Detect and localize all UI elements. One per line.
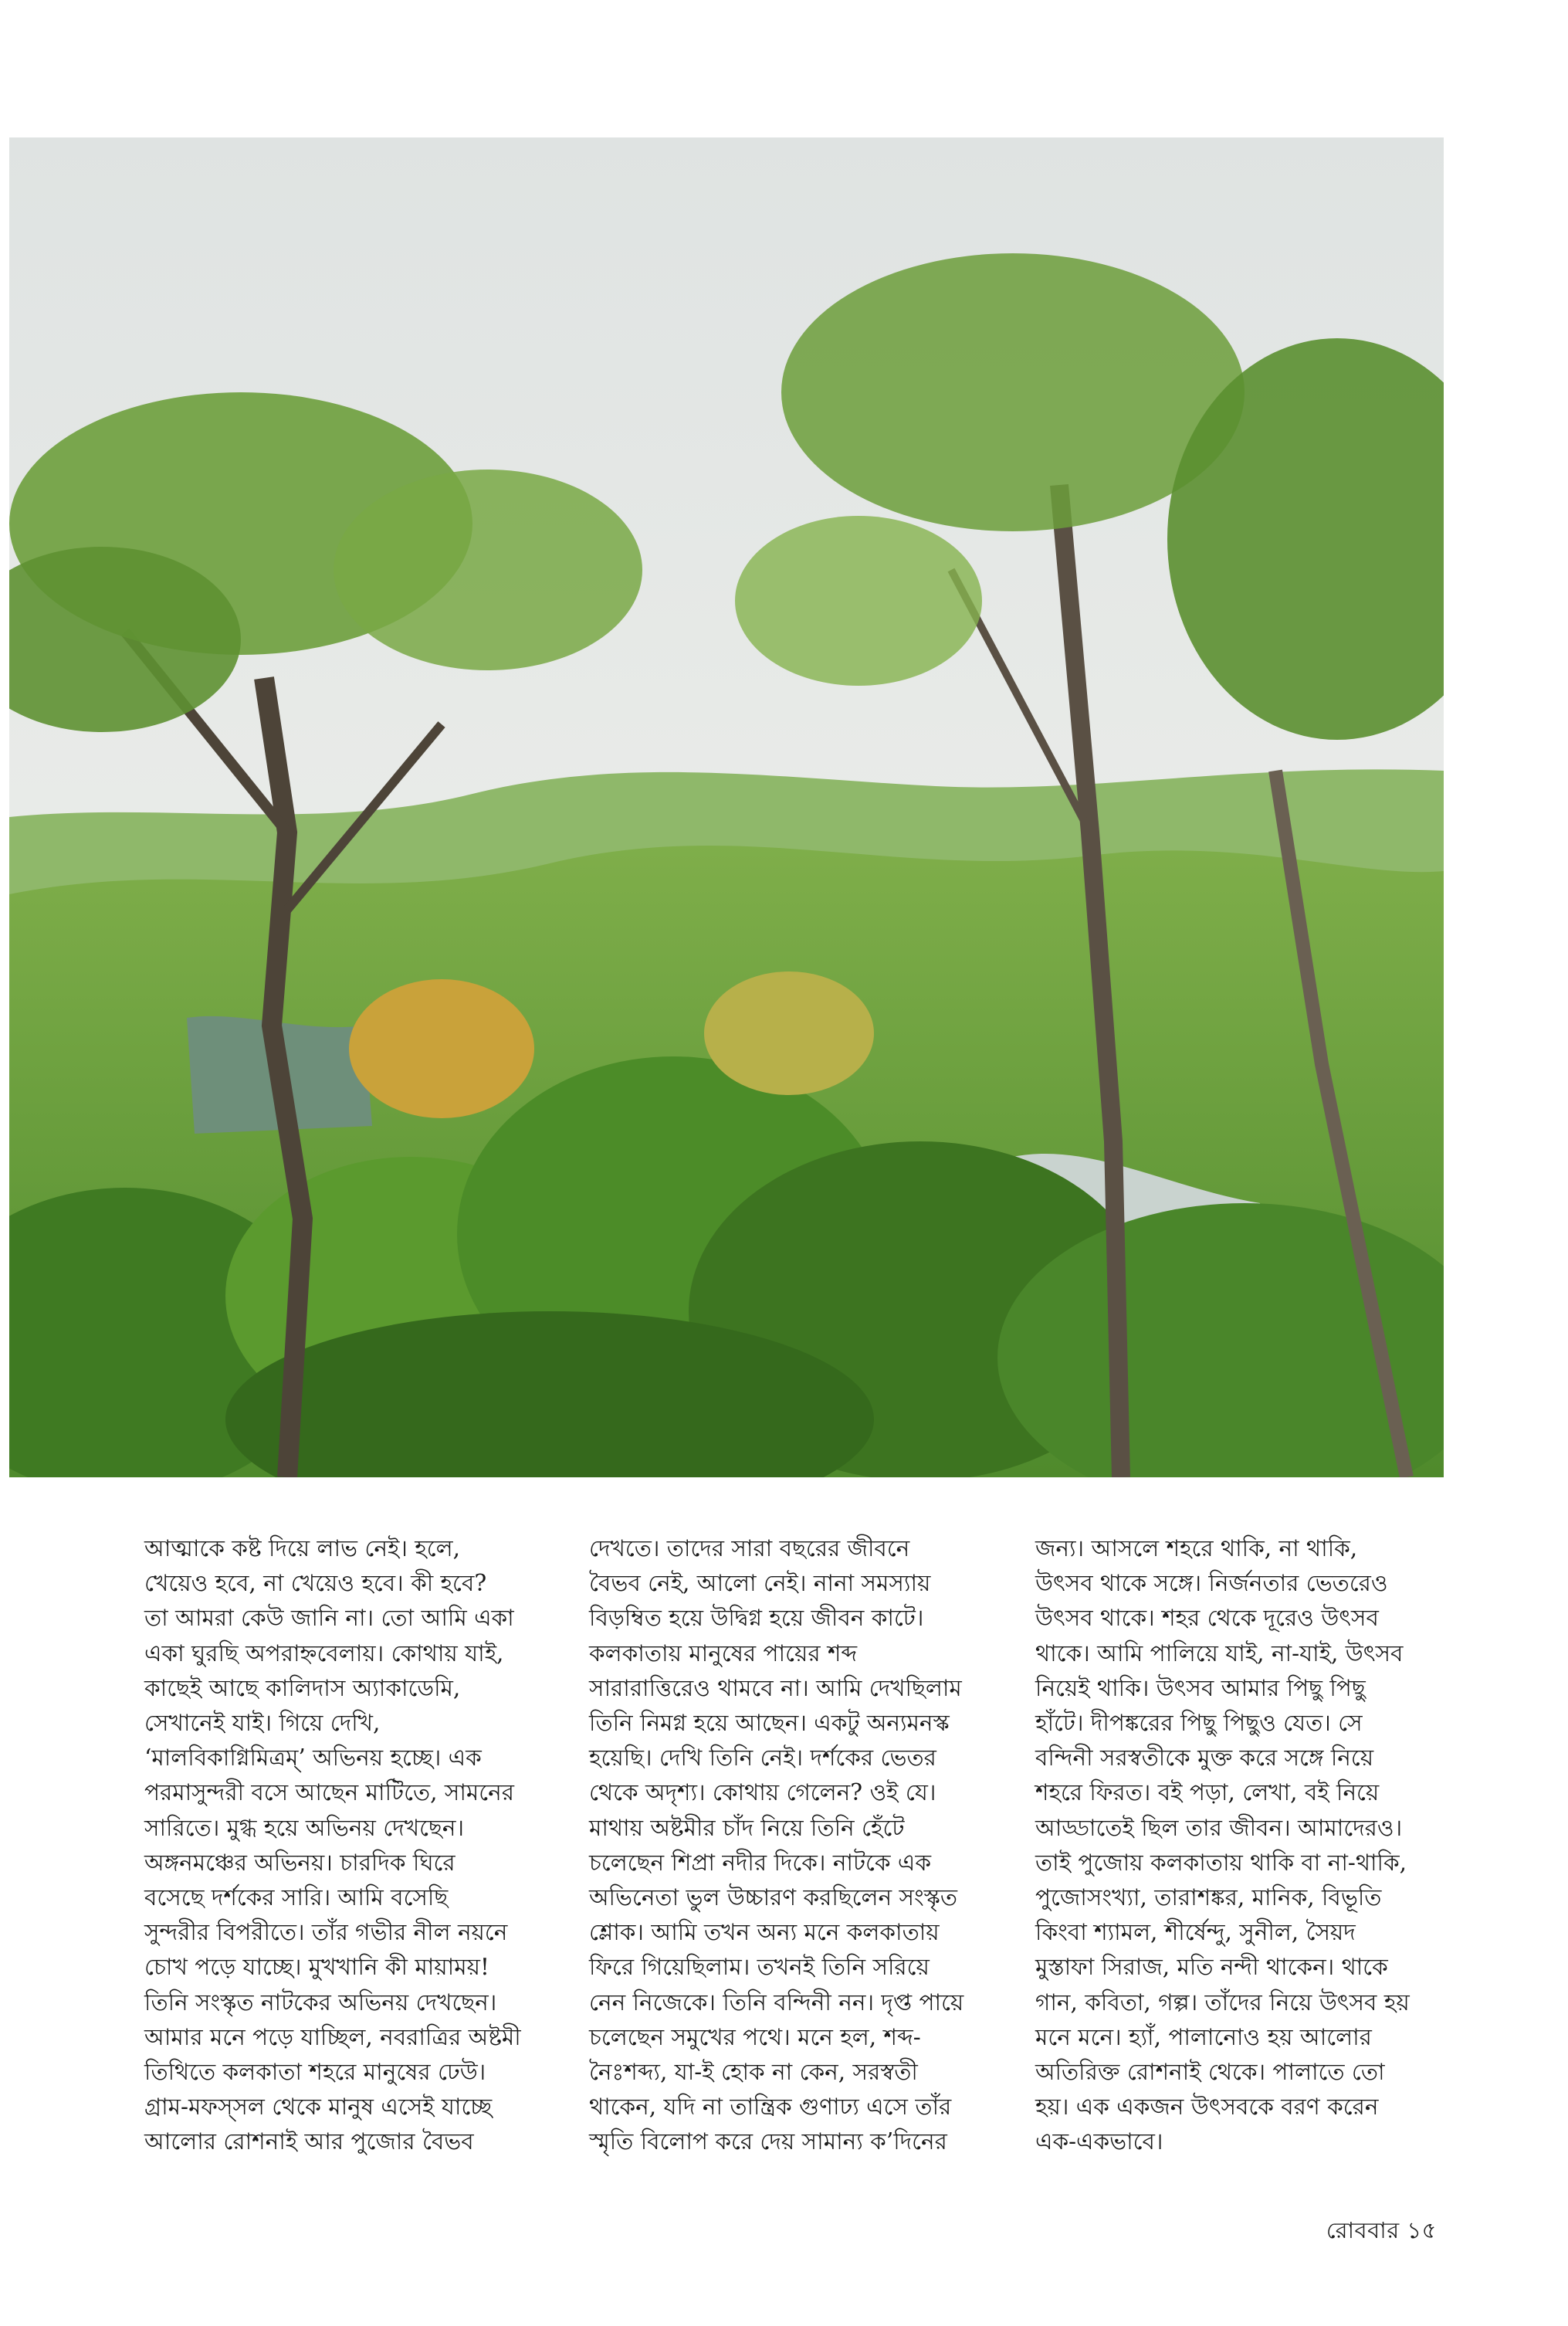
text-column-3 <box>1035 1531 1468 2160</box>
text-line: ফিরে গিয়েছিলাম। তখনই তিনি সরিয়ে <box>589 1954 930 1981</box>
text-line: শহরে ফিরত। বই পড়া, লেখা, বই নিয়ে <box>1035 1779 1380 1806</box>
text-line: মুস্তাফা সিরাজ, মতি নন্দী থাকেন। থাকে <box>1035 1954 1388 1981</box>
text-line: তা আমরা কেউ জানি না। তো আমি একা <box>144 1605 514 1632</box>
text-line: নৈঃশব্দ্য, যা-ই হোক না কেন, সরস্বতী <box>589 2059 918 2086</box>
text-line: আড্ডাতেই ছিল তার জীবন। আমাদেরও। <box>1035 1814 1403 1841</box>
text-line: সুন্দরীর বিপরীতে। তাঁর গভীর নীল নয়নে <box>144 1919 508 1946</box>
text-line: তিথিতে কলকাতা শহরে মানুষের ঢেউ। <box>144 2059 486 2086</box>
text-line: সারারাত্তিরেও থামবে না। আমি দেখছিলাম <box>589 1674 962 1701</box>
text-line: পুজোসংখ্যা, তারাশঙ্কর, মানিক, বিভূতি <box>1035 1884 1382 1911</box>
text-line: চলেছেন সমুখের পথে। মনে হল, শব্দ- <box>589 2023 921 2050</box>
text-line: চোখ পড়ে যাচ্ছে। মুখখানি কী মায়াময়! <box>144 1954 489 1981</box>
text-line: আমার মনে পড়ে যাচ্ছিল, নবরাত্রির অষ্টমী <box>144 2023 521 2050</box>
text-line: দেখতে। তাদের সারা বছরের জীবনে <box>589 1535 910 1561</box>
text-line: বসেছে দর্শকের সারি। আমি বসেছি <box>144 1884 449 1911</box>
landscape-photo <box>9 137 1444 1477</box>
text-line: স্মৃতি বিলোপ করে দেয় সামান্য ক’দিনের <box>589 2128 947 2155</box>
text-line: সারিতে। মুগ্ধ হয়ে অভিনয় দেখছেন। <box>144 1814 464 1841</box>
text-line: পরমাসুন্দরী বসে আছেন মাটিতে, সামনের <box>144 1779 514 1806</box>
text-line: তিনি নিমগ্ন হয়ে আছেন। একটু অন্যমনস্ক <box>589 1710 950 1737</box>
text-line: নিয়েই থাকি। উৎসব আমার পিছু পিছু <box>1035 1674 1366 1701</box>
text-line: একা ঘুরছি অপরাহ্নবেলায়। কোথায় যাই, <box>144 1639 504 1667</box>
text-line: হয়। এক একজন উৎসবকে বরণ করেন <box>1035 2094 1379 2121</box>
text-line: জন্য। আসলে শহরে থাকি, না থাকি, <box>1035 1535 1358 1561</box>
text-line: থাকে। আমি পালিয়ে যাই, না-যাই, উৎসব <box>1035 1639 1404 1667</box>
text-line: অঙ্গনমঞ্চের অভিনয়। চারদিক ঘিরে <box>144 1849 455 1876</box>
text-line: আত্মাকে কষ্ট দিয়ে লাভ নেই। হলে, <box>144 1535 460 1561</box>
text-line: বৈভব নেই, আলো নেই। নানা সমস্যায় <box>589 1570 931 1597</box>
text-line: সেখানেই যাই। গিয়ে দেখি, <box>144 1710 381 1737</box>
text-line: কলকাতায় মানুষের পায়ের শব্দ <box>589 1639 858 1667</box>
text-line: খেয়েও হবে, না খেয়েও হবে। কী হবে? <box>144 1570 487 1597</box>
text-line: থাকেন, যদি না তান্ত্রিক গুণাঢ্য এসে তাঁর <box>589 2094 952 2121</box>
text-line: এক-একভাবে। <box>1035 2128 1163 2155</box>
text-line: তাই পুজোয় কলকাতায় থাকি বা না-থাকি, <box>1035 1849 1407 1876</box>
text-line: গ্রাম-মফস্সল থেকে মানুষ এসেই যাচ্ছে <box>144 2094 493 2121</box>
text-line: কাছেই আছে কালিদাস অ্যাকাডেমি, <box>144 1674 461 1701</box>
text-line: হাঁটে। দীপঙ্করের পিছু পিছুও যেত। সে <box>1035 1710 1363 1737</box>
forest-hills-illustration <box>9 137 1444 1477</box>
text-column-1 <box>144 1531 577 2160</box>
text-line: শ্লোক। আমি তখন অন্য মনে কলকাতায় <box>589 1919 940 1946</box>
text-line: ‘মালবিকাগ্নিমিত্রম্’ অভিনয় হচ্ছে। এক <box>144 1744 482 1772</box>
text-line: হয়েছি। দেখি তিনি নেই। দর্শকের ভেতর <box>589 1744 936 1772</box>
text-line: আলোর রোশনাই আর পুজোর বৈভব <box>144 2128 474 2155</box>
text-line: উৎসব থাকে। শহর থেকে দূরেও উৎসব <box>1035 1605 1379 1632</box>
text-line: অভিনেতা ভুল উচ্চারণ করছিলেন সংস্কৃত <box>589 1884 958 1911</box>
text-line: থেকে অদৃশ্য। কোথায় গেলেন? ওই যে। <box>589 1779 936 1806</box>
text-line: গান, কবিতা, গল্প। তাঁদের নিয়ে উৎসব হয় <box>1035 1989 1410 2016</box>
text-line: মনে মনে। হ্যাঁ, পালানোও হয় আলোর <box>1035 2023 1372 2050</box>
text-column-2 <box>589 1531 1021 2160</box>
text-line: কিংবা শ্যামল, শীর্ষেন্দু, সুনীল, সৈয়দ <box>1035 1919 1356 1946</box>
text-line: উৎসব থাকে সঙ্গে। নির্জনতার ভেতরেও <box>1035 1570 1388 1597</box>
text-line: তিনি সংস্কৃত নাটকের অভিনয় দেখছেন। <box>144 1989 497 2016</box>
page-folio: রোববার ১৫ <box>1326 2217 1437 2243</box>
text-line: বন্দিনী সরস্বতীকে মুক্ত করে সঙ্গে নিয়ে <box>1035 1744 1374 1772</box>
text-line: বিড়ম্বিত হয়ে উদ্বিগ্ন হয়ে জীবন কাটে। <box>589 1605 924 1632</box>
text-line: নেন নিজেকে। তিনি বন্দিনী নন। দৃপ্ত পায়ে <box>589 1989 964 2016</box>
text-line: অতিরিক্ত রোশনাই থেকে। পালাতে তো <box>1035 2059 1385 2086</box>
text-line: চলেছেন শিপ্রা নদীর দিকে। নাটকে এক <box>589 1849 932 1876</box>
text-line: মাথায় অষ্টমীর চাঁদ নিয়ে তিনি হেঁটে <box>589 1814 905 1841</box>
